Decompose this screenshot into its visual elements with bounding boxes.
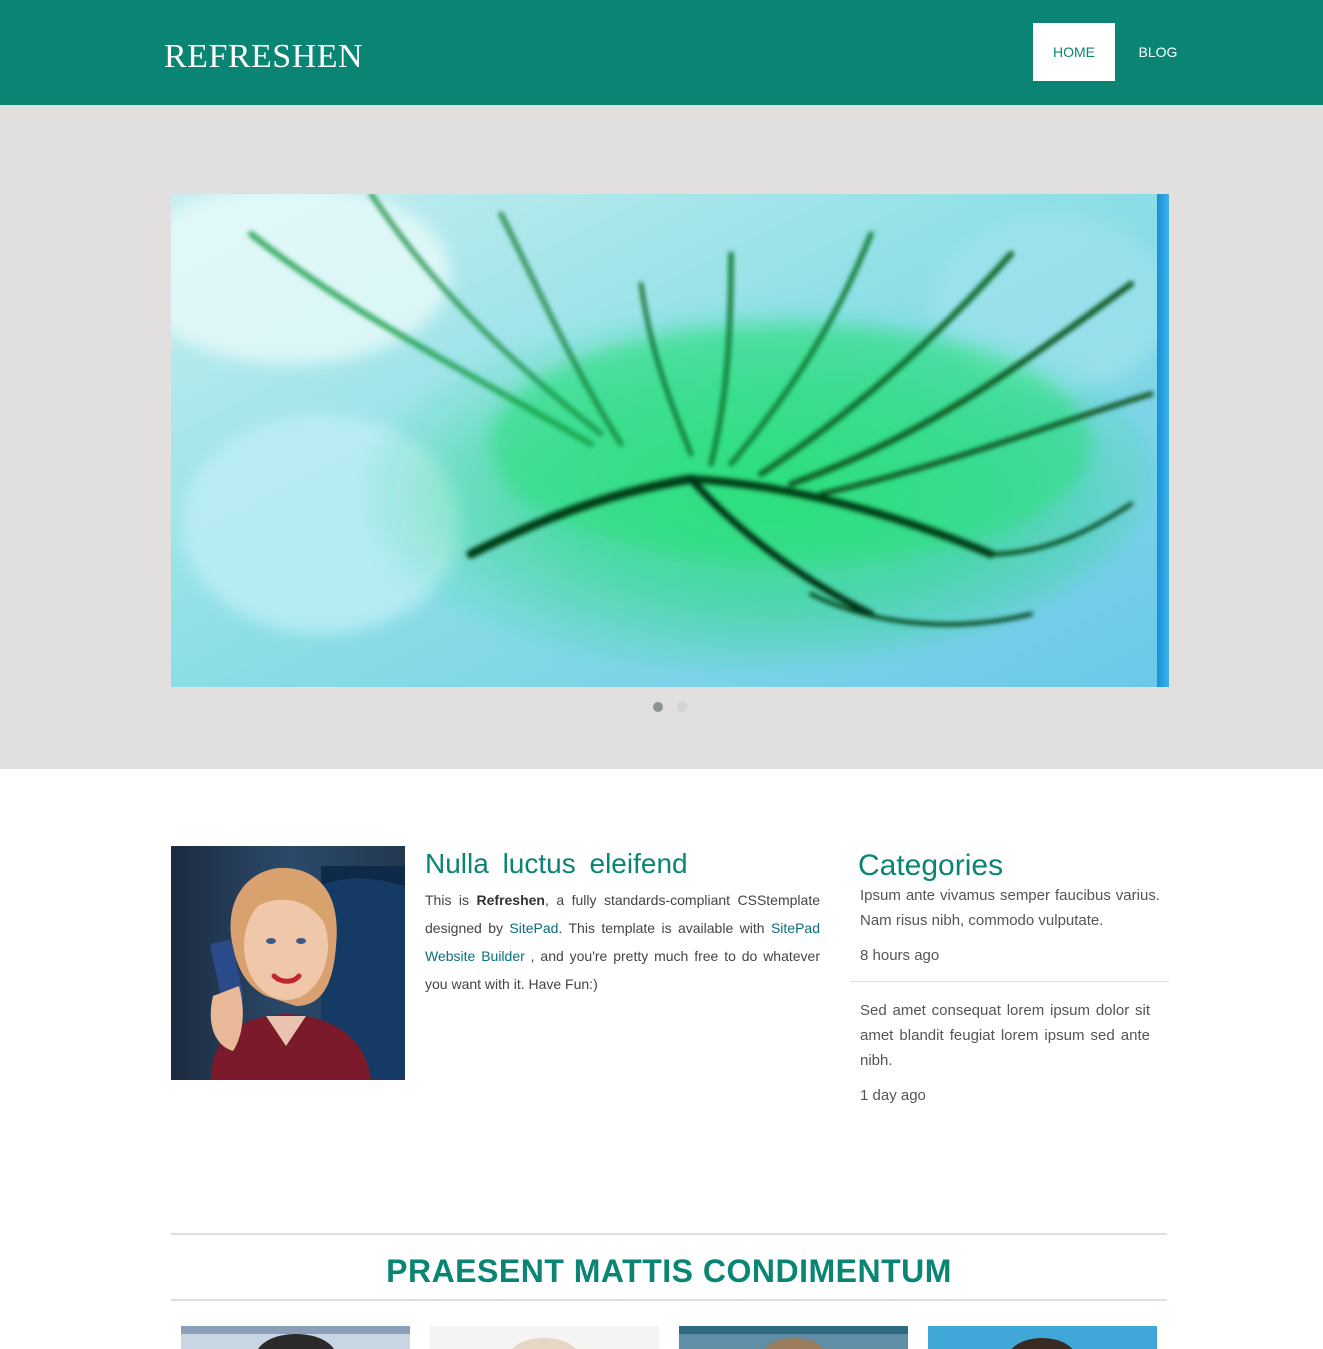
section-title: PRAESENT MATTIS CONDIMENTUM <box>386 1253 952 1289</box>
sitepad-builder-link[interactable]: SitePad Website Builder <box>425 920 820 964</box>
slider-dot-2[interactable] <box>677 702 687 712</box>
section-divider-bottom <box>171 1299 1167 1301</box>
body-text: . This template is available with <box>558 920 771 936</box>
body-text: , and you're pretty much free to do whatever you want with it. Have Fun:) <box>425 948 821 992</box>
team-photo-1[interactable] <box>181 1326 410 1349</box>
next-slide-peek <box>1157 194 1169 687</box>
site-logo[interactable]: REFRESHEN <box>164 38 364 75</box>
section-divider-top <box>171 1233 1167 1235</box>
slider-dot-1[interactable] <box>653 702 663 712</box>
article-body <box>425 886 820 998</box>
category-item-time: 1 day ago <box>860 1087 926 1104</box>
body-text: , a fully standards-compliant CSStemplate designed by <box>425 892 820 936</box>
nav-blog-link[interactable]: BLOG <box>1138 44 1178 60</box>
team-photo-2[interactable] <box>430 1326 659 1349</box>
article-title: Nulla luctus eleifend <box>425 848 688 879</box>
category-item-text[interactable]: Ipsum ante vivamus semper faucibus varius. Nam risus nibh, commodo vulputate. <box>860 887 1160 929</box>
article-image <box>171 846 405 1080</box>
body-text: This is <box>425 892 477 908</box>
site-header <box>0 0 1323 105</box>
category-divider <box>850 981 1169 982</box>
categories-title: Categories <box>858 849 1004 882</box>
nav-home-link[interactable]: HOME <box>1033 23 1115 81</box>
category-item-text[interactable]: Sed amet consequat lorem ipsum dolor sit amet blandit feugiat lorem ipsum sed ante nibh. <box>860 1002 1150 1069</box>
team-photo-4[interactable] <box>928 1326 1157 1349</box>
team-photo-3[interactable] <box>679 1326 908 1349</box>
brand-name: Refreshen <box>476 892 545 908</box>
hero-slide-image[interactable] <box>171 194 1157 687</box>
sitepad-link[interactable]: SitePad <box>509 920 559 936</box>
category-item-time: 8 hours ago <box>860 947 940 964</box>
